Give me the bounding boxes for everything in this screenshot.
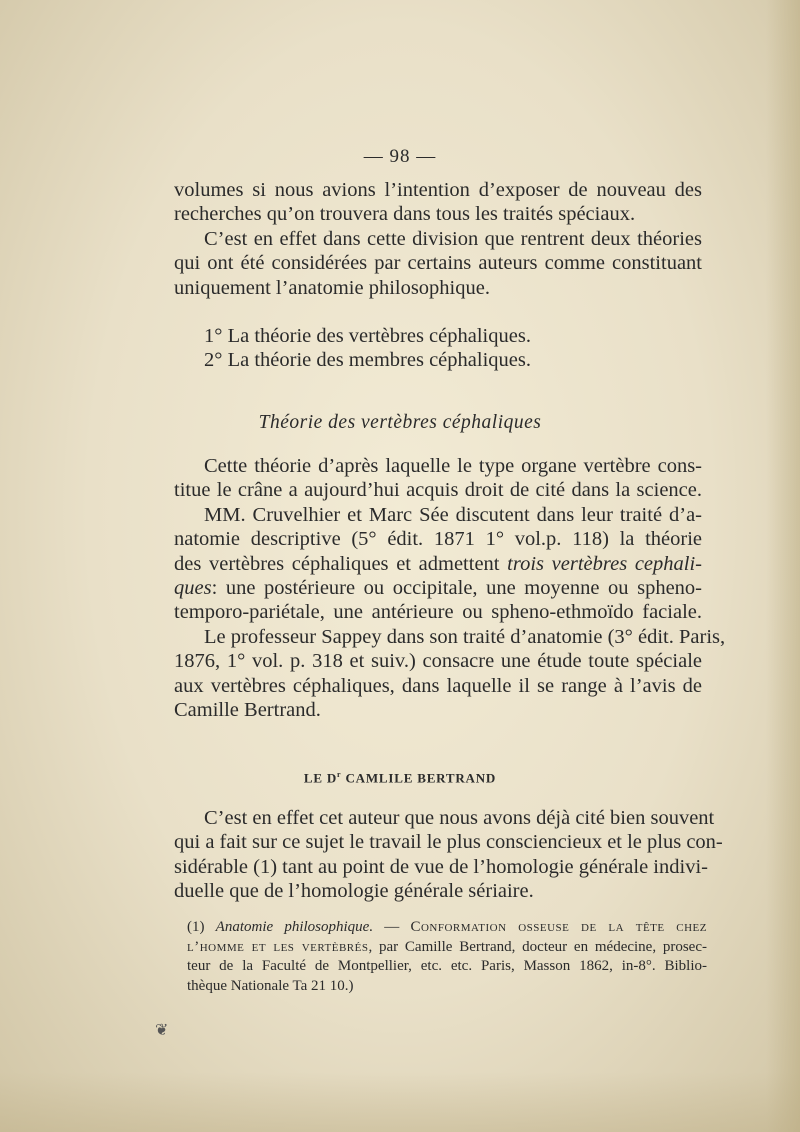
- text-line: aux vertèbres céphaliques, dans laquelle il se range à l’avis de: [174, 674, 702, 697]
- text-span: des vertèbres céphaliques et admettent: [174, 552, 508, 575]
- text-line: natomie descriptive (5° édit. 1871 1° vol.p. 118) la théorie: [174, 528, 702, 551]
- text-line: volumes si nous avions l’intention d’exposer de nouveau des: [174, 179, 702, 201]
- ink-mark: ❦: [155, 1022, 169, 1039]
- text-line: sidérable (1) tant au point de vue de l’homologie générale indivi-: [174, 855, 708, 878]
- text-line: [174, 552, 702, 576]
- text-line: titue le crâne a aujourd’hui acquis droit de cité dans la science.: [174, 479, 702, 502]
- footnote-line: teur de la Faculté de Montpellier, etc. etc. Paris, Masson 1862, in-8°. Biblio-: [187, 958, 707, 975]
- text-span: : une postérieure ou occipitale, une moyenne ou spheno-: [211, 576, 702, 599]
- heading-prefix: LE D: [303, 770, 338, 786]
- text-line: temporo-pariétale, une antérieure ou spheno-ethmoïdo faciale.: [174, 601, 702, 624]
- text-line: C’est en effet dans cette division que rentrent deux théories: [204, 227, 702, 250]
- heading-superscript: r: [337, 770, 342, 779]
- list-item: 1° La théorie des vertèbres céphaliques.: [204, 325, 531, 347]
- text-line: Cette théorie d’après laquelle le type organe vertèbre cons-: [204, 455, 702, 477]
- section-heading: Théorie des vertèbres céphaliques: [258, 412, 542, 433]
- footnote-title: Anatomie philosophique.: [215, 919, 374, 935]
- text-line: [174, 576, 702, 600]
- footnote-marker: (1): [187, 919, 216, 935]
- footnote-smallcaps: l’homme et les vertèbrés: [187, 938, 369, 955]
- text-line: qui ont été considérées par certains auteurs comme constituant: [174, 252, 702, 275]
- footnote-line: thèque Nationale Ta 21 10.): [187, 977, 354, 994]
- footnote-dash: —: [373, 919, 411, 935]
- page-bottom-shadow: [0, 1072, 800, 1132]
- text-line: qui a fait sur ce sujet le travail le plus consciencieux et le plus con-: [174, 831, 723, 854]
- text-line: Le professeur Sappey dans son traité d’anatomie (3° édit. Paris,: [204, 625, 726, 648]
- text-line: Camille Bertrand.: [174, 698, 321, 721]
- italic-phrase: trois vertèbres cephali-: [507, 552, 702, 575]
- footnote-line: [187, 938, 707, 958]
- text-line: duelle que de l’homologie générale sériaire.: [174, 880, 534, 903]
- text-line: uniquement l’anatomie philosophique.: [174, 276, 490, 299]
- heading-name: CAMLILE BERTRAND: [341, 770, 497, 786]
- paragraph-intro: [174, 178, 702, 300]
- footnote-line: [187, 918, 707, 938]
- page-edge-shadow: [766, 0, 800, 1132]
- text-line: C’est en effet cet auteur que nous avons déjà cité bien souvent: [204, 807, 715, 829]
- page-number: — 98 —: [363, 146, 437, 167]
- footnote: [187, 918, 707, 996]
- footnote-text: , par Camille Bertrand, docteur en médecine, prosec-: [368, 938, 707, 955]
- theory-list: [174, 324, 702, 373]
- text-line: recherches qu’on trouvera dans tous les traités spéciaux.: [174, 203, 636, 226]
- paragraph-theory: [174, 454, 726, 722]
- subsection-heading: [0, 770, 800, 786]
- italic-phrase: ques: [174, 576, 212, 599]
- footnote-smallcaps: Conformation osseuse de la tête chez: [410, 919, 707, 935]
- text-line: MM. Cruvelhier et Marc Sée discutent dans leur traité d’a-: [204, 503, 702, 526]
- paragraph-bertrand: [174, 806, 723, 904]
- list-item: 2° La théorie des membres céphaliques.: [204, 349, 531, 372]
- text-line: 1876, 1° vol. p. 318 et suiv.) consacre une étude toute spéciale: [174, 650, 702, 673]
